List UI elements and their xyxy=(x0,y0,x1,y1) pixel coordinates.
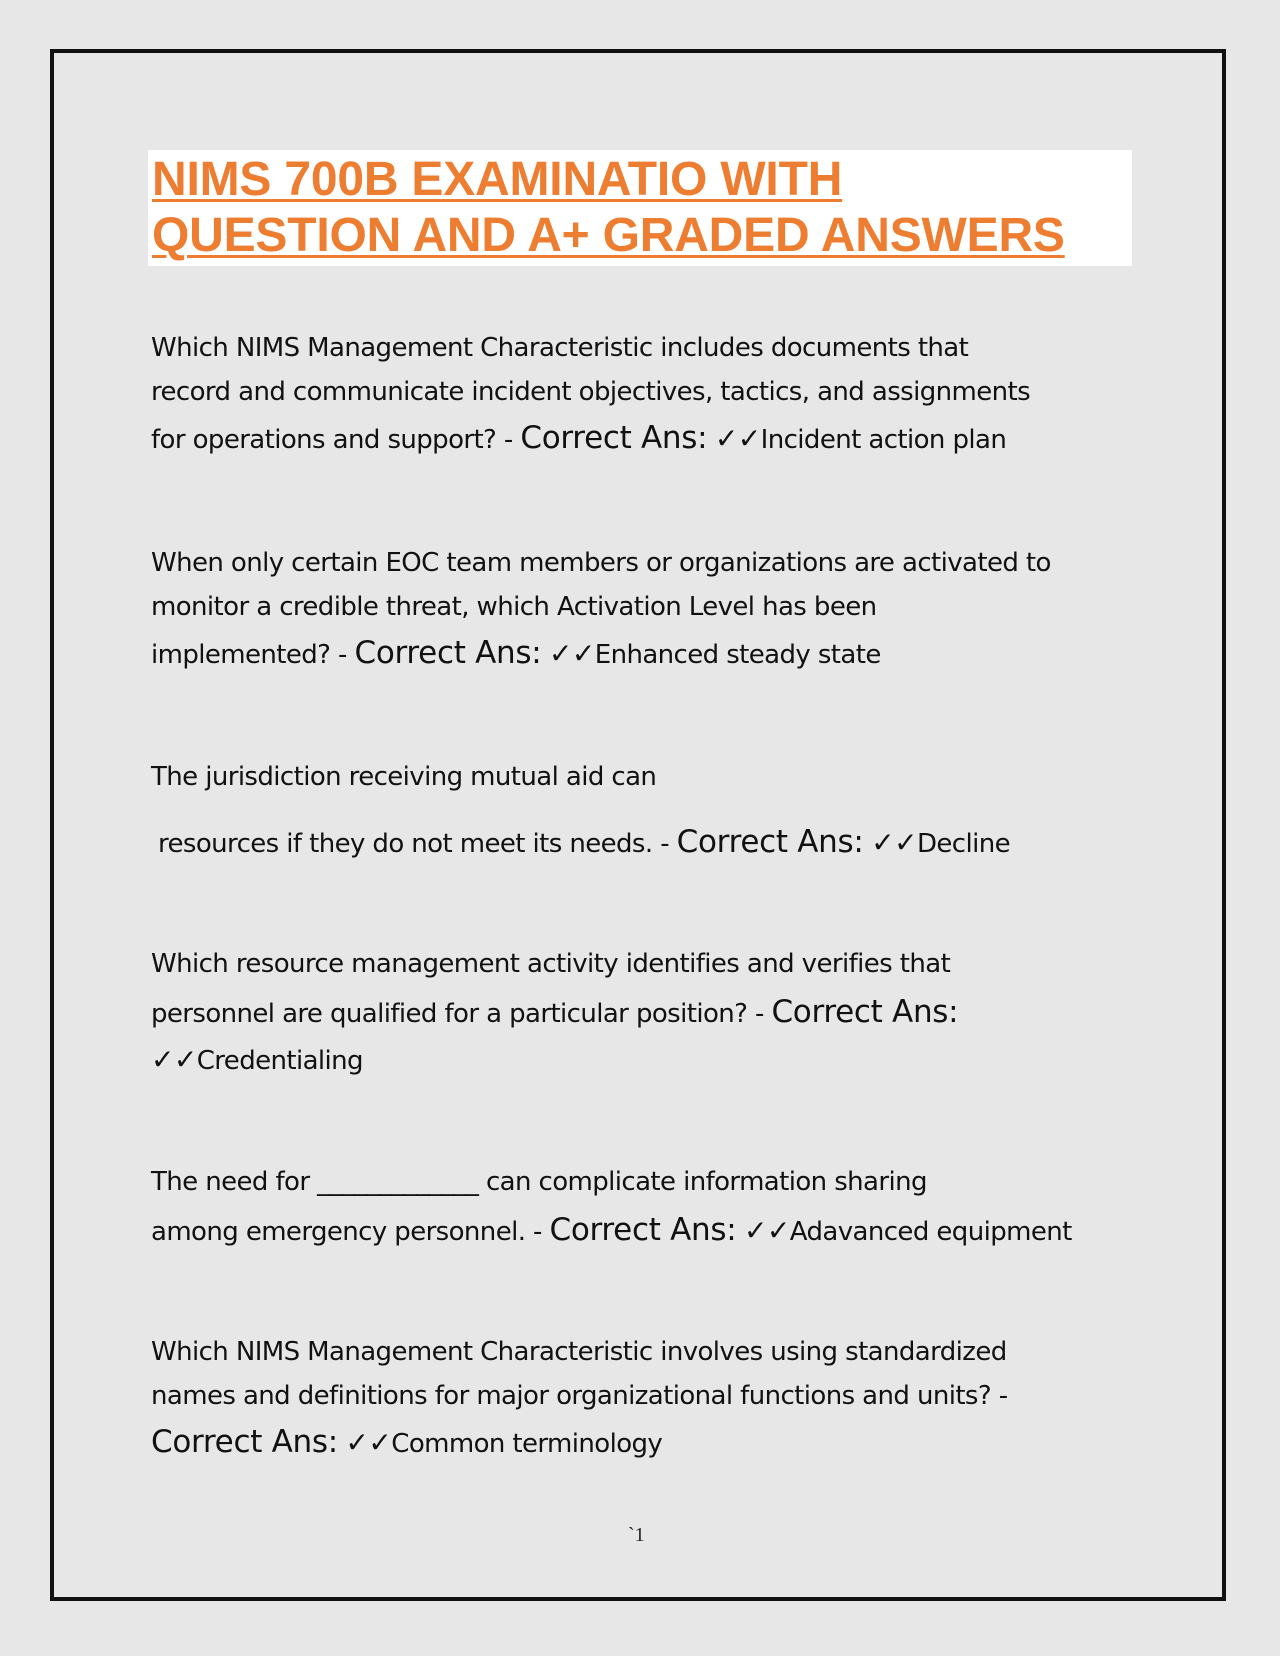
question-5-line-1: The need for _____________ can complicate information sharing xyxy=(151,1167,927,1197)
question-4-answer: Credentialing xyxy=(196,1046,363,1076)
question-3-text-end: resources if they do not meet its needs. - xyxy=(158,829,669,859)
double-check-icon: ✓✓ xyxy=(744,1214,790,1247)
double-check-icon: ✓✓ xyxy=(345,1426,392,1459)
correct-answer-label: Correct Ans: xyxy=(771,994,959,1030)
question-4-line-1: Which resource management activity identifies and verifies that xyxy=(151,949,951,979)
question-1-line-1: Which NIMS Management Characteristic includes documents that xyxy=(151,333,969,363)
question-5-text-end: among emergency personnel. - xyxy=(151,1217,542,1247)
double-check-icon: ✓✓ xyxy=(151,1043,197,1076)
question-2-line-2: monitor a credible threat, which Activation Level has been xyxy=(151,592,877,622)
double-check-icon: ✓✓ xyxy=(549,637,595,670)
question-3-line-1: The jurisdiction receiving mutual aid can xyxy=(151,762,657,792)
document-title-line-1: NIMS 700B EXAMINATIO WITH xyxy=(152,153,843,206)
question-6-line-3 xyxy=(151,1426,662,1460)
question-5-answer: Adavanced equipment xyxy=(789,1217,1072,1247)
double-check-icon: ✓✓ xyxy=(871,826,917,859)
page-number: `1 xyxy=(628,1524,645,1546)
double-check-icon: ✓✓ xyxy=(714,422,761,455)
question-2-text-end: implemented? - xyxy=(151,640,347,670)
question-3-line-2 xyxy=(158,826,1010,860)
correct-answer-label: Correct Ans: xyxy=(520,420,708,456)
page-border xyxy=(50,49,1226,1601)
question-3-answer: Decline xyxy=(916,829,1010,859)
question-6-line-1: Which NIMS Management Characteristic involves using standardized xyxy=(151,1337,1007,1367)
question-1-line-2: record and communicate incident objectives, tactics, and assignments xyxy=(151,377,1031,407)
question-6-line-2: names and definitions for major organizational functions and units? - xyxy=(151,1381,1008,1411)
question-2-line-1: When only certain EOC team members or organizations are activated to xyxy=(151,548,1051,578)
correct-answer-label: Correct Ans: xyxy=(549,1212,737,1248)
question-4-line-2 xyxy=(151,996,958,1030)
correct-answer-label: Correct Ans: xyxy=(354,635,542,671)
question-1-line-3 xyxy=(151,422,1006,456)
question-4-text-end: personnel are qualified for a particular position? - xyxy=(151,999,764,1029)
question-5-line-2 xyxy=(151,1214,1072,1248)
question-1-answer: Incident action plan xyxy=(760,425,1007,455)
correct-answer-label: Correct Ans: xyxy=(676,824,864,860)
question-6-answer: Common terminology xyxy=(391,1429,663,1459)
question-2-line-3 xyxy=(151,637,881,671)
document-title-line-2: QUESTION AND A+ GRADED ANSWERS xyxy=(152,209,1065,262)
question-2-answer: Enhanced steady state xyxy=(594,640,881,670)
question-4-line-3 xyxy=(151,1044,363,1077)
question-1-text-end: for operations and support? - xyxy=(151,425,513,455)
correct-answer-label: Correct Ans: xyxy=(151,1424,338,1460)
